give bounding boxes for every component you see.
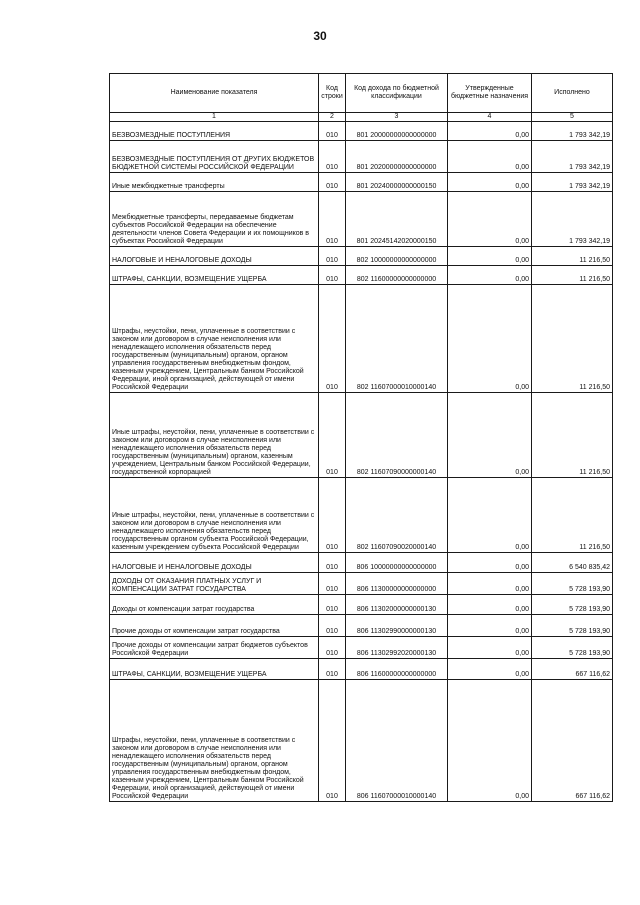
line-code: 010 (319, 553, 346, 573)
approved-amount: 0,00 (448, 141, 532, 173)
classification-code: 806 11607000010000140 (346, 680, 448, 802)
line-code: 010 (319, 573, 346, 595)
column-number: 5 (532, 113, 613, 122)
classification-code: 802 11607090020000140 (346, 478, 448, 553)
indicator-name: НАЛОГОВЫЕ И НЕНАЛОГОВЫЕ ДОХОДЫ (110, 247, 319, 266)
line-code: 010 (319, 122, 346, 141)
line-code: 010 (319, 285, 346, 393)
executed-amount: 11 216,50 (532, 478, 613, 553)
approved-amount: 0,00 (448, 553, 532, 573)
executed-amount: 1 793 342,19 (532, 141, 613, 173)
line-code: 010 (319, 595, 346, 615)
indicator-name: НАЛОГОВЫЕ И НЕНАЛОГОВЫЕ ДОХОДЫ (110, 553, 319, 573)
classification-code: 806 11302992020000130 (346, 637, 448, 659)
table-row (110, 173, 613, 192)
executed-amount: 5 728 193,90 (532, 615, 613, 637)
indicator-name: ДОХОДЫ ОТ ОКАЗАНИЯ ПЛАТНЫХ УСЛУГ И КОМПЕНСАЦИИ ЗАТРАТ ГОСУДАРСТВА (110, 573, 319, 595)
line-code: 010 (319, 247, 346, 266)
approved-amount: 0,00 (448, 637, 532, 659)
table-row (110, 659, 613, 680)
approved-amount: 0,00 (448, 659, 532, 680)
table-row (110, 478, 613, 553)
executed-amount: 6 540 835,42 (532, 553, 613, 573)
approved-amount: 0,00 (448, 393, 532, 478)
table-row (110, 680, 613, 802)
column-number: 1 (110, 113, 319, 122)
classification-code: 801 20000000000000000 (346, 122, 448, 141)
indicator-name: БЕЗВОЗМЕЗДНЫЕ ПОСТУПЛЕНИЯ (110, 122, 319, 141)
table-row (110, 595, 613, 615)
executed-amount: 5 728 193,90 (532, 637, 613, 659)
approved-amount: 0,00 (448, 266, 532, 285)
header-line-code: Код строки (319, 74, 346, 113)
approved-amount: 0,00 (448, 173, 532, 192)
classification-code: 802 11607000010000140 (346, 285, 448, 393)
executed-amount: 11 216,50 (532, 393, 613, 478)
classification-code: 806 11302000000000130 (346, 595, 448, 615)
executed-amount: 1 793 342,19 (532, 122, 613, 141)
table-row (110, 285, 613, 393)
approved-amount: 0,00 (448, 595, 532, 615)
indicator-name: Иные штрафы, неустойки, пени, уплаченные в соответствии с законом или договором в случае неисполнения или ненадлежащего исполнения обязательств перед государственным (муниципальным) органом, казенным учреждением, Центральным банком Российской Федерации, государственной корпорацией (110, 393, 319, 478)
table-row (110, 573, 613, 595)
line-code: 010 (319, 637, 346, 659)
approved-amount: 0,00 (448, 573, 532, 595)
classification-code: 801 20245142020000150 (346, 192, 448, 247)
column-number: 4 (448, 113, 532, 122)
classification-code: 806 11302990000000130 (346, 615, 448, 637)
line-code: 010 (319, 192, 346, 247)
table-row (110, 266, 613, 285)
classification-code: 806 11600000000000000 (346, 659, 448, 680)
classification-code: 806 10000000000000000 (346, 553, 448, 573)
indicator-name: ШТРАФЫ, САНКЦИИ, ВОЗМЕЩЕНИЕ УЩЕРБА (110, 659, 319, 680)
indicator-name: Штрафы, неустойки, пени, уплаченные в соответствии с законом или договором в случае неисполнения или ненадлежащего исполнения обязательств перед государственным (муниципальным) органом, органом управления государственным внебюджетным фондом, казенным учреждением, Центральным банком Российской Федерации, иной организацией, действующей от имени Российской Федерации (110, 285, 319, 393)
approved-amount: 0,00 (448, 478, 532, 553)
column-number: 3 (346, 113, 448, 122)
header-budget-classification-code: Код дохода по бюджетной классификации (346, 74, 448, 113)
approved-amount: 0,00 (448, 285, 532, 393)
column-number: 2 (319, 113, 346, 122)
table-row (110, 141, 613, 173)
classification-code: 801 20240000000000150 (346, 173, 448, 192)
table-row (110, 192, 613, 247)
executed-amount: 11 216,50 (532, 266, 613, 285)
table-row (110, 637, 613, 659)
line-code: 010 (319, 173, 346, 192)
classification-code: 802 11607090000000140 (346, 393, 448, 478)
line-code: 010 (319, 659, 346, 680)
line-code: 010 (319, 393, 346, 478)
line-code: 010 (319, 478, 346, 553)
classification-code: 801 20200000000000000 (346, 141, 448, 173)
executed-amount: 11 216,50 (532, 285, 613, 393)
budget-report-table (109, 73, 613, 802)
indicator-name: Прочие доходы от компенсации затрат бюджетов субъектов Российской Федерации (110, 637, 319, 659)
executed-amount: 5 728 193,90 (532, 573, 613, 595)
indicator-name: Доходы от компенсации затрат государства (110, 595, 319, 615)
line-code: 010 (319, 615, 346, 637)
page-number: 30 (313, 29, 327, 43)
executed-amount: 1 793 342,19 (532, 192, 613, 247)
approved-amount: 0,00 (448, 680, 532, 802)
executed-amount: 667 116,62 (532, 680, 613, 802)
classification-code: 802 11600000000000000 (346, 266, 448, 285)
table-row (110, 553, 613, 573)
approved-amount: 0,00 (448, 122, 532, 141)
table-row (110, 393, 613, 478)
classification-code: 802 10000000000000000 (346, 247, 448, 266)
indicator-name: Иные межбюджетные трансферты (110, 173, 319, 192)
header-row (110, 74, 613, 113)
indicator-name: ШТРАФЫ, САНКЦИИ, ВОЗМЕЩЕНИЕ УЩЕРБА (110, 266, 319, 285)
indicator-name: Прочие доходы от компенсации затрат государства (110, 615, 319, 637)
indicator-name: Иные штрафы, неустойки, пени, уплаченные в соответствии с законом или договором в случае неисполнения или ненадлежащего исполнения обязательств перед государственным органом субъекта Российской Федерации, казенным учреждением субъекта Российской Федерации (110, 478, 319, 553)
column-number-row (110, 113, 613, 122)
table-row (110, 247, 613, 266)
table-row (110, 615, 613, 637)
approved-amount: 0,00 (448, 615, 532, 637)
indicator-name: БЕЗВОЗМЕЗДНЫЕ ПОСТУПЛЕНИЯ ОТ ДРУГИХ БЮДЖЕТОВ БЮДЖЕТНОЙ СИСТЕМЫ РОССИЙСКОЙ ФЕДЕРАЦИИ (110, 141, 319, 173)
table-row (110, 122, 613, 141)
line-code: 010 (319, 680, 346, 802)
executed-amount: 11 216,50 (532, 247, 613, 266)
approved-amount: 0,00 (448, 192, 532, 247)
classification-code: 806 11300000000000000 (346, 573, 448, 595)
header-approved-appropriations: Утвержденные бюджетные назначения (448, 74, 532, 113)
header-executed: Исполнено (532, 74, 613, 113)
executed-amount: 1 793 342,19 (532, 173, 613, 192)
approved-amount: 0,00 (448, 247, 532, 266)
indicator-name: Межбюджетные трансферты, передаваемые бюджетам субъектов Российской Федерации на обеспечение деятельности членов Совета Федерации и их помощников в субъектах Российской Федерации (110, 192, 319, 247)
executed-amount: 5 728 193,90 (532, 595, 613, 615)
indicator-name: Штрафы, неустойки, пени, уплаченные в соответствии с законом или договором в случае неисполнения или ненадлежащего исполнения обязательств перед государственным (муниципальным) органом, органом управления государственным внебюджетным фондом, казенным учреждением, Центральным банком Российской Федерации, иной организацией, действующей от имени Российской Федерации (110, 680, 319, 802)
executed-amount: 667 116,62 (532, 659, 613, 680)
line-code: 010 (319, 266, 346, 285)
line-code: 010 (319, 141, 346, 173)
header-indicator-name: Наименование показателя (110, 74, 319, 113)
